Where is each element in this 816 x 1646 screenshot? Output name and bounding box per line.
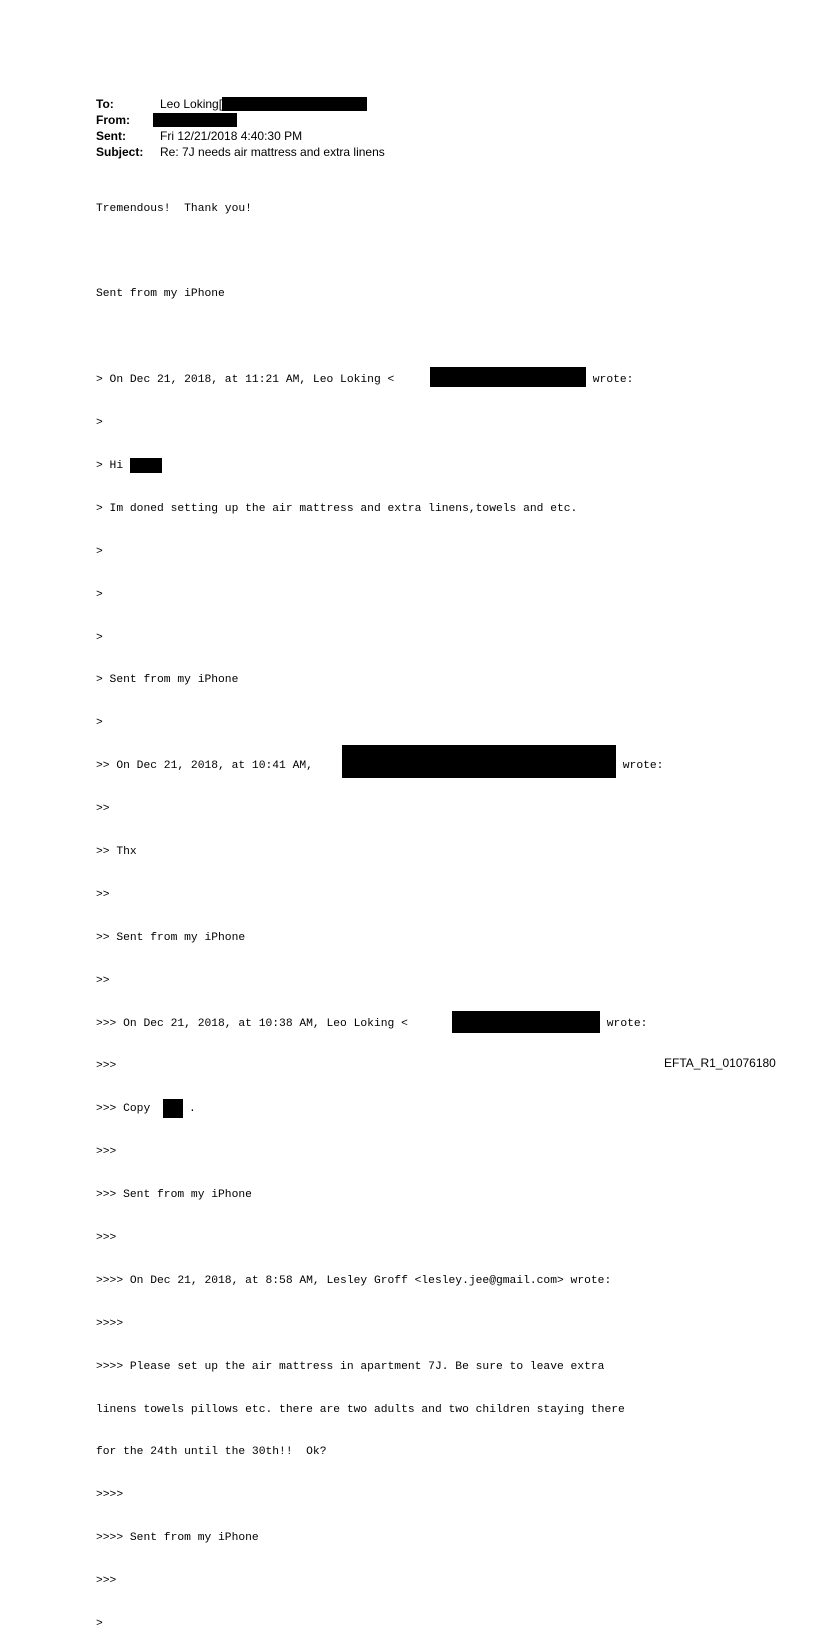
body-line: >>> [96, 1060, 117, 1073]
redaction-block [430, 367, 586, 387]
body-line: >>> [96, 1231, 117, 1244]
body-line: for the 24th until the 30th!! Ok? [96, 1446, 327, 1459]
body-line: > [96, 1617, 103, 1630]
body-line [96, 759, 664, 773]
to-label: To: [96, 97, 114, 111]
redaction-block [153, 113, 237, 127]
body-line: > [96, 417, 103, 430]
body-text: >> On Dec 21, 2018, at 10:41 AM, [96, 760, 313, 773]
body-line: >> Thx [96, 845, 137, 858]
body-line [96, 1102, 625, 1116]
body-text: > On Dec 21, 2018, at 11:21 AM, Leo Loking < [96, 374, 395, 387]
to-value [160, 96, 367, 112]
redaction-block [342, 745, 616, 778]
sent-label: Sent: [96, 129, 126, 143]
body-line: >> [96, 974, 110, 987]
body-line [96, 459, 625, 473]
body-line: > [96, 545, 103, 558]
from-value [153, 112, 237, 128]
body-line: >>>> [96, 1317, 124, 1330]
body-text: >>> On Dec 21, 2018, at 10:38 AM, Leo Loking < [96, 1017, 408, 1030]
sent-value: Fri 12/21/2018 4:40:30 PM [160, 129, 303, 143]
subject-value: Re: 7J needs air mattress and extra linens [160, 145, 385, 159]
body-line: > [96, 631, 103, 644]
redaction-block [163, 1099, 183, 1118]
body-text: wrote: [600, 1017, 648, 1030]
redaction-block [222, 97, 367, 111]
redaction-block [130, 458, 162, 473]
document-id: EFTA_R1_01076180 [664, 1056, 776, 1070]
to-name: Leo Loking[ [160, 97, 223, 111]
email-body [96, 173, 664, 1646]
body-line: >>> Sent from my iPhone [96, 1189, 252, 1202]
body-text: . [189, 1103, 196, 1116]
body-line: >>>> Please set up the air mattress in apartment 7J. Be sure to leave extra [96, 1360, 605, 1373]
from-label: From: [96, 113, 130, 127]
body-line [96, 373, 634, 387]
body-text: > Hi [96, 459, 130, 472]
body-line [96, 1017, 648, 1031]
body-text: wrote: [586, 374, 634, 387]
body-line: >>>> On Dec 21, 2018, at 8:58 AM, Lesley Groff <lesley.jee@gmail.com> wrote: [96, 1274, 612, 1287]
body-line: Sent from my iPhone [96, 288, 225, 301]
body-line: >>>> Sent from my iPhone [96, 1532, 259, 1545]
body-line: >> [96, 888, 110, 901]
body-line: linens towels pillows etc. there are two adults and two children staying there [96, 1403, 625, 1416]
body-text: >>> Copy [96, 1103, 158, 1116]
body-line: >> Sent from my iPhone [96, 931, 246, 944]
body-line: >> [96, 803, 110, 816]
body-line [96, 330, 625, 344]
body-line: Tremendous! Thank you! [96, 202, 252, 215]
subject-label: Subject: [96, 145, 144, 159]
body-text: wrote: [616, 760, 664, 773]
body-line: >>> [96, 1575, 117, 1588]
body-line: > Sent from my iPhone [96, 674, 239, 687]
body-line [96, 244, 625, 258]
redaction-block [452, 1011, 600, 1033]
body-line: > [96, 717, 103, 730]
body-line: > [96, 588, 103, 601]
body-line: > Im doned setting up the air mattress and extra linens,towels and etc. [96, 502, 578, 515]
body-line: >>> [96, 1146, 117, 1159]
body-line: >>>> [96, 1489, 124, 1502]
